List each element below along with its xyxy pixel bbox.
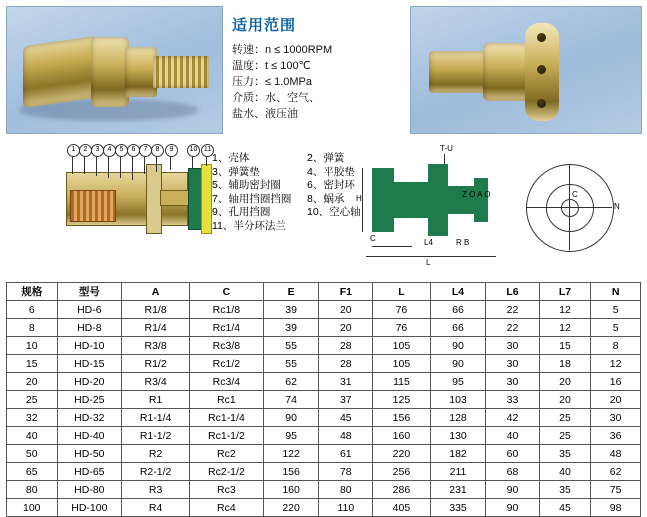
table-cell: 75 — [591, 481, 641, 499]
table-cell: 122 — [263, 445, 319, 463]
table-cell: R3/8 — [122, 337, 190, 355]
table-cell: Rc3 — [190, 481, 264, 499]
table-cell: 66 — [430, 319, 486, 337]
leader-line — [144, 156, 145, 174]
table-cell: HD-25 — [57, 391, 122, 409]
table-cell: HD-40 — [57, 427, 122, 445]
table-cell: 90 — [486, 499, 539, 517]
table-cell: Rc1-1/4 — [190, 409, 264, 427]
callout-2: 2 — [79, 144, 92, 157]
bolt-hole-icon — [537, 65, 546, 74]
table-cell: 30 — [486, 337, 539, 355]
table-cell: 48 — [591, 445, 641, 463]
callout-6: 6 — [127, 144, 140, 157]
table-cell: 156 — [373, 409, 430, 427]
section-flange — [428, 164, 448, 236]
part-item-4: 4、平胶垫 — [307, 165, 355, 178]
bolt-hole-icon — [537, 99, 546, 108]
table-cell: HD-50 — [57, 445, 122, 463]
table-cell: 20 — [319, 319, 373, 337]
part-item-10: 10、空心轴 — [307, 206, 361, 219]
callout-11: 11 — [201, 144, 214, 157]
table-cell: 5 — [591, 301, 641, 319]
table-cell: 128 — [430, 409, 486, 427]
table-cell: 286 — [373, 481, 430, 499]
diagram-seal-green — [188, 168, 202, 230]
table-cell: Rc3/4 — [190, 373, 264, 391]
callout-10: 10 — [187, 144, 200, 157]
table-cell: 28 — [319, 355, 373, 373]
table-row — [7, 337, 641, 355]
th-model: 型号 — [57, 283, 122, 301]
spec-line-temperature: 温度：t ≤ 100℃ — [232, 60, 311, 72]
table-header-row — [7, 283, 641, 301]
table-cell: 20 — [591, 391, 641, 409]
diagram-spring — [70, 190, 116, 222]
th-l6: L6 — [486, 283, 539, 301]
th-l7: L7 — [539, 283, 591, 301]
table-cell: 110 — [319, 499, 373, 517]
leader-line — [156, 156, 157, 172]
th-a: A — [122, 283, 190, 301]
callout-5: 5 — [115, 144, 128, 157]
table-cell: 40 — [486, 427, 539, 445]
table-cell: 33 — [486, 391, 539, 409]
table-cell: 12 — [539, 319, 591, 337]
table-cell: 90 — [486, 481, 539, 499]
th-f1: F1 — [319, 283, 373, 301]
table-cell: 60 — [486, 445, 539, 463]
table-cell: 20 — [539, 391, 591, 409]
table-cell: Rc4 — [190, 499, 264, 517]
table-cell: 15 — [539, 337, 591, 355]
table-cell: 90 — [430, 355, 486, 373]
table-cell: 115 — [373, 373, 430, 391]
table-cell: 55 — [263, 337, 319, 355]
table-cell: 105 — [373, 355, 430, 373]
table-cell: 80 — [7, 481, 58, 499]
table-cell: 45 — [539, 499, 591, 517]
table-cell: HD-20 — [57, 373, 122, 391]
dim-label-l4: L4 — [424, 238, 433, 247]
table-cell: 39 — [263, 319, 319, 337]
section-body-left — [372, 168, 394, 232]
part-item-3: 3、弹簧垫 — [212, 165, 260, 178]
leader-line — [192, 156, 193, 168]
th-n: N — [591, 283, 641, 301]
leader-line — [72, 156, 73, 174]
table-cell: 35 — [539, 445, 591, 463]
table-cell: R2 — [122, 445, 190, 463]
leader-line — [96, 156, 97, 176]
table-cell: 80 — [319, 481, 373, 499]
table-cell: 31 — [319, 373, 373, 391]
table-cell: 74 — [263, 391, 319, 409]
th-c: C — [190, 283, 264, 301]
coupling-body — [429, 51, 491, 93]
leader-line — [170, 156, 171, 170]
spec-block — [232, 14, 402, 122]
dim-line — [372, 246, 412, 247]
table-cell: R1/4 — [122, 319, 190, 337]
th-size: 规格 — [7, 283, 58, 301]
table-cell: 12 — [539, 301, 591, 319]
table-cell: 40 — [539, 463, 591, 481]
dim-label-c: C — [370, 234, 376, 243]
table-cell: R3/4 — [122, 373, 190, 391]
table-cell: 61 — [319, 445, 373, 463]
table-cell: 20 — [319, 301, 373, 319]
table-cell: HD-65 — [57, 463, 122, 481]
table-cell: Rc3/8 — [190, 337, 264, 355]
centerline-vertical — [569, 164, 570, 250]
table-cell: 25 — [7, 391, 58, 409]
table-cell: 20 — [7, 373, 58, 391]
table-cell: 48 — [319, 427, 373, 445]
dim-label-h: H — [356, 194, 362, 203]
table-row — [7, 499, 641, 517]
table-cell: 405 — [373, 499, 430, 517]
table-body — [7, 301, 641, 517]
table-row — [7, 391, 641, 409]
technical-drawing — [356, 146, 516, 268]
table-row — [7, 445, 641, 463]
end-view-diagram — [520, 158, 630, 258]
table-cell: 160 — [263, 481, 319, 499]
product-photo-left — [6, 6, 223, 134]
table-cell: 62 — [591, 463, 641, 481]
product-photo-right — [410, 6, 642, 134]
leader-line — [132, 156, 133, 180]
callout-7: 7 — [139, 144, 152, 157]
coupling-flange — [525, 23, 559, 121]
table-cell: HD-32 — [57, 409, 122, 427]
coupling-thread — [153, 56, 209, 88]
coupling-hex — [483, 43, 529, 101]
table-cell: Rc1-1/2 — [190, 427, 264, 445]
spec-line-medium-1: 介质：水、空气、 — [232, 92, 320, 104]
table-row — [7, 319, 641, 337]
table-cell: 30 — [486, 373, 539, 391]
th-l: L — [373, 283, 430, 301]
table-cell: 90 — [263, 409, 319, 427]
part-item-5: 5、辅助密封圈 — [212, 179, 281, 192]
th-l4: L4 — [430, 283, 486, 301]
exploded-diagram — [60, 144, 210, 264]
table-cell: R3 — [122, 481, 190, 499]
section-neck — [394, 182, 428, 218]
table-cell: 105 — [373, 337, 430, 355]
table-row — [7, 355, 641, 373]
end-view-label-n: N — [614, 202, 620, 211]
part-item-8: 8、蜗承 — [307, 192, 345, 205]
table-cell: 256 — [373, 463, 430, 481]
table-cell: 220 — [263, 499, 319, 517]
table-cell: 5 — [591, 319, 641, 337]
table-cell: 25 — [539, 409, 591, 427]
table-cell: R2-1/2 — [122, 463, 190, 481]
table-cell: 65 — [7, 463, 58, 481]
table-cell: 37 — [319, 391, 373, 409]
callout-3: 3 — [91, 144, 104, 157]
table-cell: 10 — [7, 337, 58, 355]
bore-circle — [561, 199, 579, 217]
leader-line — [108, 156, 109, 178]
table-cell: 30 — [486, 355, 539, 373]
table-cell: HD-10 — [57, 337, 122, 355]
table-row — [7, 301, 641, 319]
table-cell: 90 — [430, 337, 486, 355]
part-item-6: 6、密封环 — [307, 179, 355, 192]
table-cell: Rc1/2 — [190, 355, 264, 373]
table-cell: R1 — [122, 391, 190, 409]
table-row — [7, 373, 641, 391]
part-item-9: 9、孔用挡圈 — [212, 206, 271, 219]
callout-9: 9 — [165, 144, 178, 157]
table-cell: 76 — [373, 301, 430, 319]
table-cell: 95 — [430, 373, 486, 391]
table-cell: 40 — [7, 427, 58, 445]
table-row — [7, 481, 641, 499]
table-cell: 68 — [486, 463, 539, 481]
table-cell: 78 — [319, 463, 373, 481]
spec-line-medium-2: 盐水、液压油 — [232, 108, 298, 120]
table-cell: 8 — [7, 319, 58, 337]
spec-table — [6, 282, 641, 517]
table-cell: 100 — [7, 499, 58, 517]
table-cell: 55 — [263, 355, 319, 373]
callout-8: 8 — [151, 144, 164, 157]
table-cell: HD-8 — [57, 319, 122, 337]
table-cell: 35 — [539, 481, 591, 499]
table-cell: 103 — [430, 391, 486, 409]
table-cell: R4 — [122, 499, 190, 517]
leader-line — [206, 156, 207, 166]
dim-line-total — [366, 256, 496, 257]
table-cell: 95 — [263, 427, 319, 445]
table-cell: Rc2-1/2 — [190, 463, 264, 481]
table-cell: HD-80 — [57, 481, 122, 499]
table-cell: R1-1/2 — [122, 427, 190, 445]
table-cell: 156 — [263, 463, 319, 481]
spec-title: 适用范围 — [232, 17, 297, 34]
end-view-label-c: C — [572, 190, 578, 199]
part-item-1: 1、壳体 — [212, 152, 250, 164]
table-cell: 76 — [373, 319, 430, 337]
table-cell: 28 — [319, 337, 373, 355]
leader-line — [120, 156, 121, 178]
table-row — [7, 427, 641, 445]
table-cell: 30 — [591, 409, 641, 427]
table-row — [7, 409, 641, 427]
table-cell: 22 — [486, 319, 539, 337]
table-cell: Rc1/4 — [190, 319, 264, 337]
table-cell: 6 — [7, 301, 58, 319]
coupling-collar — [91, 37, 129, 107]
table-row — [7, 463, 641, 481]
spec-line-speed: 转速：n ≤ 1000RPM — [232, 44, 333, 56]
dim-label-zoao: Z O A O — [462, 190, 491, 199]
table-cell: 16 — [591, 373, 641, 391]
table-cell: 50 — [7, 445, 58, 463]
table-cell: Rc1 — [190, 391, 264, 409]
part-item-7: 7、轴用挡圈挡圈 — [212, 192, 292, 205]
coupling-housing — [23, 36, 97, 108]
dim-label-l: L — [426, 258, 431, 267]
dim-label-tu: T-U — [440, 144, 453, 153]
callout-4: 4 — [103, 144, 116, 157]
table-cell: 32 — [7, 409, 58, 427]
table-cell: 335 — [430, 499, 486, 517]
table-cell: 160 — [373, 427, 430, 445]
table-cell: Rc1/8 — [190, 301, 264, 319]
table-cell: 125 — [373, 391, 430, 409]
table-cell: 182 — [430, 445, 486, 463]
dim-label-rb: R B — [456, 238, 470, 247]
bolt-hole-icon — [537, 33, 546, 42]
table-cell: HD-100 — [57, 499, 122, 517]
table-cell: R1-1/4 — [122, 409, 190, 427]
table-cell: 62 — [263, 373, 319, 391]
spec-line-pressure: 压力：≤ 1.0MPa — [232, 76, 313, 88]
table-cell: Rc2 — [190, 445, 264, 463]
table-cell: 231 — [430, 481, 486, 499]
table-cell: HD-6 — [57, 301, 122, 319]
table-cell: 22 — [486, 301, 539, 319]
table-cell: 15 — [7, 355, 58, 373]
leader-line — [84, 156, 85, 174]
table-cell: 66 — [430, 301, 486, 319]
diagram-seal-yellow — [201, 164, 212, 234]
table-cell: 36 — [591, 427, 641, 445]
table-cell: 25 — [539, 427, 591, 445]
section-end — [474, 178, 488, 222]
th-e: E — [263, 283, 319, 301]
table-cell: 12 — [591, 355, 641, 373]
part-item-2: 2、弹簧 — [307, 152, 345, 164]
table-cell: 39 — [263, 301, 319, 319]
part-item-11: 11、半分环法兰 — [212, 219, 286, 232]
table-cell: R1/2 — [122, 355, 190, 373]
table-cell: HD-15 — [57, 355, 122, 373]
callout-1: 1 — [67, 144, 80, 157]
table-cell: 20 — [539, 373, 591, 391]
dim-line-height — [362, 168, 363, 232]
table-cell: 8 — [591, 337, 641, 355]
table-cell: 130 — [430, 427, 486, 445]
table-cell: 98 — [591, 499, 641, 517]
table-cell: 211 — [430, 463, 486, 481]
table-cell: 18 — [539, 355, 591, 373]
table-cell: 45 — [319, 409, 373, 427]
table-cell: 220 — [373, 445, 430, 463]
table-cell: R1/8 — [122, 301, 190, 319]
table-cell: 42 — [486, 409, 539, 427]
